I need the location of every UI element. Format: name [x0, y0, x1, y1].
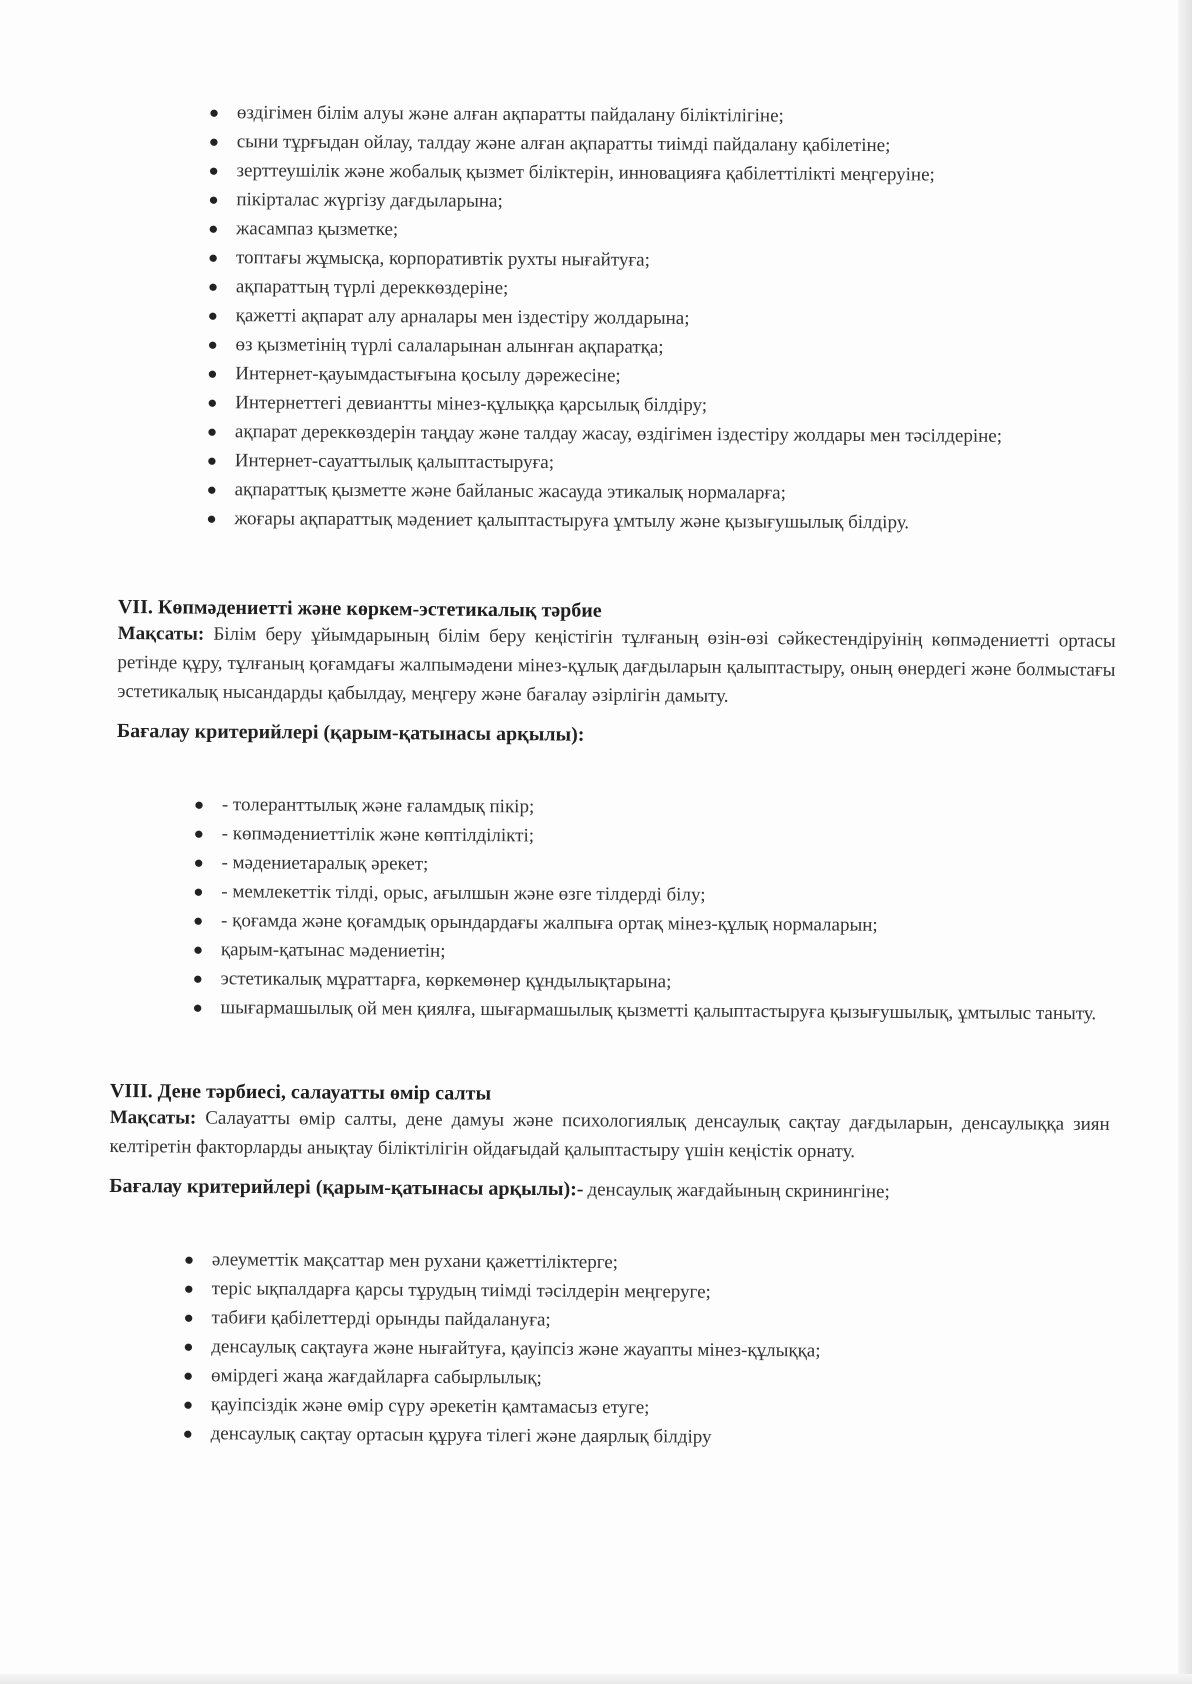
section-7-goal: [117, 619, 1116, 714]
section-8-criteria-list: [179, 1245, 1110, 1454]
bullet-icon: ●: [182, 1424, 194, 1444]
list-item-text: пікірталас жүргізу дағдыларына;: [236, 189, 503, 212]
bullet-icon: ●: [207, 364, 218, 384]
bullet-icon: ●: [183, 1337, 194, 1357]
bullet-icon: ●: [208, 161, 219, 181]
bullet-icon: ●: [207, 335, 218, 355]
list-item-text: - көпмәдениеттілік және көптілділікті;: [221, 823, 535, 847]
bullet-icon: ●: [193, 882, 204, 902]
list-item-text: өз қызметінің түрлі салаларынан алынған ақпаратқа;: [235, 334, 664, 358]
list-item-text: ақпараттық қызметте және байланыс жасауда этикалық нормаларға;: [234, 479, 786, 504]
bullet-icon: ●: [207, 277, 219, 297]
section-7: [117, 596, 1116, 751]
bullet-icon: ●: [183, 1279, 195, 1299]
goal-text: Білім беру ұйымдарының білім беру кеңістігін тұлғаның өзін-өзі сәйкестендіруінің көпмәдениетті ортасы ретінде құру, тұлғаның қоғамдағы жалпымәдени мінез-құлық дағдыларын қалыптастыру, оның өнердегі және болмыстағы эстетикалық нысандарды қабылдау, меңгеру және бағалау әзірлігін дамыту.: [117, 623, 1116, 707]
list-item-text: өмірдегі жаңа жағдайларға сабырлылық;: [211, 1365, 542, 1389]
scan-page-edge: [1178, 0, 1192, 1684]
bullet-icon: ●: [207, 248, 219, 268]
list-item-text: қажетті ақпарат алу арналары мен іздестіру жолдарына;: [235, 305, 690, 329]
list-item-text: табиғи қабілеттерді орынды пайдалануға;: [211, 1307, 551, 1331]
list-item-text: денсаулық сақтауға және нығайтуға, қауіпсіз және жауапты мінез-құлыққа;: [211, 1336, 821, 1362]
bullet-icon: ●: [207, 306, 219, 326]
list-item-text: қауіпсіздік және өмір сүру әрекетін қамтамасыз етуге;: [210, 1394, 650, 1419]
section-8-title: VIII. Дене тәрбиесі, салауатты өмір салты: [109, 1080, 492, 1105]
list-item-text: эстетикалық мұраттарға, көркемөнер құндылықтарына;: [220, 968, 672, 993]
section-8-criteria-tail: денсаулық жағдайының скринингіне;: [587, 1179, 890, 1203]
list-item: [188, 993, 1113, 1028]
section-8: [109, 1080, 1110, 1205]
scan-page-bottom-edge: [0, 1674, 1192, 1684]
bullet-icon: ●: [193, 824, 205, 844]
section-8-criteria-title: Бағалау критерийлері (қарым-қатынасы арқылы):-: [109, 1174, 584, 1201]
section-7-criteria-title: Бағалау критерийлері (қарым-қатынасы арқылы):: [116, 719, 585, 746]
list-item-text: - қоғамда және қоғамдық орындардағы жалпыға ортақ мінез-құлық нормаларын;: [221, 910, 878, 936]
list-item-text: - мемлекеттік тілді, орыс, ағылшын және өзге тілдерді білу;: [221, 881, 706, 906]
goal-text: Салауатты өмір салты, дене дамуы және психологиялық денсаулық сақтау дағдыларын, денсаулыққа зиян келтіретін факторларды анықтау біліктілігін ойдағыдай қалыптастыру үшін кеңістік орнату.: [109, 1107, 1110, 1163]
list-item-text: жоғары ақпараттық мәдениет қалыптастыруға ұмтылу және қызығушылық білдіру.: [234, 508, 910, 534]
list-item-text: - мәдениетаралық әрекет;: [221, 852, 429, 875]
bullet-icon: ●: [207, 393, 218, 413]
bullet-icon: ●: [206, 451, 218, 471]
list-item-text: әлеуметтік мақсаттар мен рухани қажеттіліктерге;: [211, 1249, 619, 1274]
list-item-text: ақпараттың түрлі дереккөздеріне;: [235, 276, 509, 299]
list-item-text: өздігімен білім алуы және алған ақпаратты пайдалану біліктілігіне;: [236, 102, 784, 127]
bullet-icon: ●: [208, 103, 220, 123]
list-item-text: топтағы жұмысқа, корпоративтік рухты нығайтуға;: [235, 247, 650, 271]
section-8-goal: [109, 1103, 1109, 1168]
list-item-text: ақпарат дереккөздерін таңдау және талдау жасау, өздігімен іздестіру жолдары мен тәсілдеріне;: [234, 421, 1003, 447]
list-item-text: Интернет-қауымдастығына қосылу дәрежесіне;: [235, 363, 621, 387]
list-item-text: сыни тұрғыдан ойлау, талдау және алған ақпаратты тиімді пайдалану қабілетіне;: [236, 131, 891, 157]
bullet-icon: ●: [192, 969, 204, 989]
list-item-text: шығармашылық ой мен қиялға, шығармашылық қызметті қалыптастыруға қызығушылық, ұмтылыс таныту.: [220, 997, 1097, 1025]
bullet-icon: ●: [206, 509, 217, 529]
list-item: [179, 1419, 1109, 1454]
goal-label: Мақсаты:: [117, 622, 205, 645]
list-item-text: Интернеттегі девиантты мінез-құлыққа қарсылық білдіру;: [235, 392, 708, 417]
bullet-icon: ●: [192, 940, 204, 960]
bullet-icon: ●: [208, 190, 219, 210]
list-item-text: қарым-қатынас мәдениетін;: [220, 939, 446, 962]
section-7-criteria-list: [188, 790, 1115, 1028]
list-item-text: - толеранттылық және ғаламдық пікір;: [221, 794, 535, 818]
bullet-icon: ●: [208, 219, 219, 239]
bullet-icon: ●: [183, 1366, 194, 1386]
list-item-text: денсаулық сақтау ортасын құруға тілегі және даярлық білдіру: [210, 1423, 712, 1448]
list-item-text: Интернет-сауаттылық қалыптастыруға;: [234, 450, 555, 474]
bullet-icon: ●: [208, 132, 220, 152]
bullet-icon: ●: [182, 1395, 194, 1415]
goal-label: Мақсаты:: [109, 1106, 197, 1129]
bullet-icon: ●: [206, 480, 217, 500]
list-item: [202, 504, 1112, 539]
section-7-title: VII. Көпмәдениетті және көркем-эстетикалық тәрбие: [117, 596, 602, 622]
bullet-icon: ●: [193, 795, 205, 815]
bullet-icon: ●: [183, 1308, 194, 1328]
bullet-icon: ●: [206, 422, 218, 442]
bullet-icon: ●: [193, 853, 204, 873]
bullet-icon: ●: [183, 1250, 195, 1270]
bullet-icon: ●: [192, 998, 203, 1018]
list-item-text: зерттеушілік және жобалық қызмет біліктерін, инновацияға қабілеттілікті меңгеруіне;: [236, 160, 935, 186]
list-item-text: теріс ықпалдарға қарсы тұрудың тиімді тәсілдерін меңгеруге;: [211, 1278, 711, 1303]
list-item-text: жасампаз қызметке;: [236, 218, 399, 241]
skills-criteria-list: [202, 98, 1115, 539]
bullet-icon: ●: [193, 911, 204, 931]
